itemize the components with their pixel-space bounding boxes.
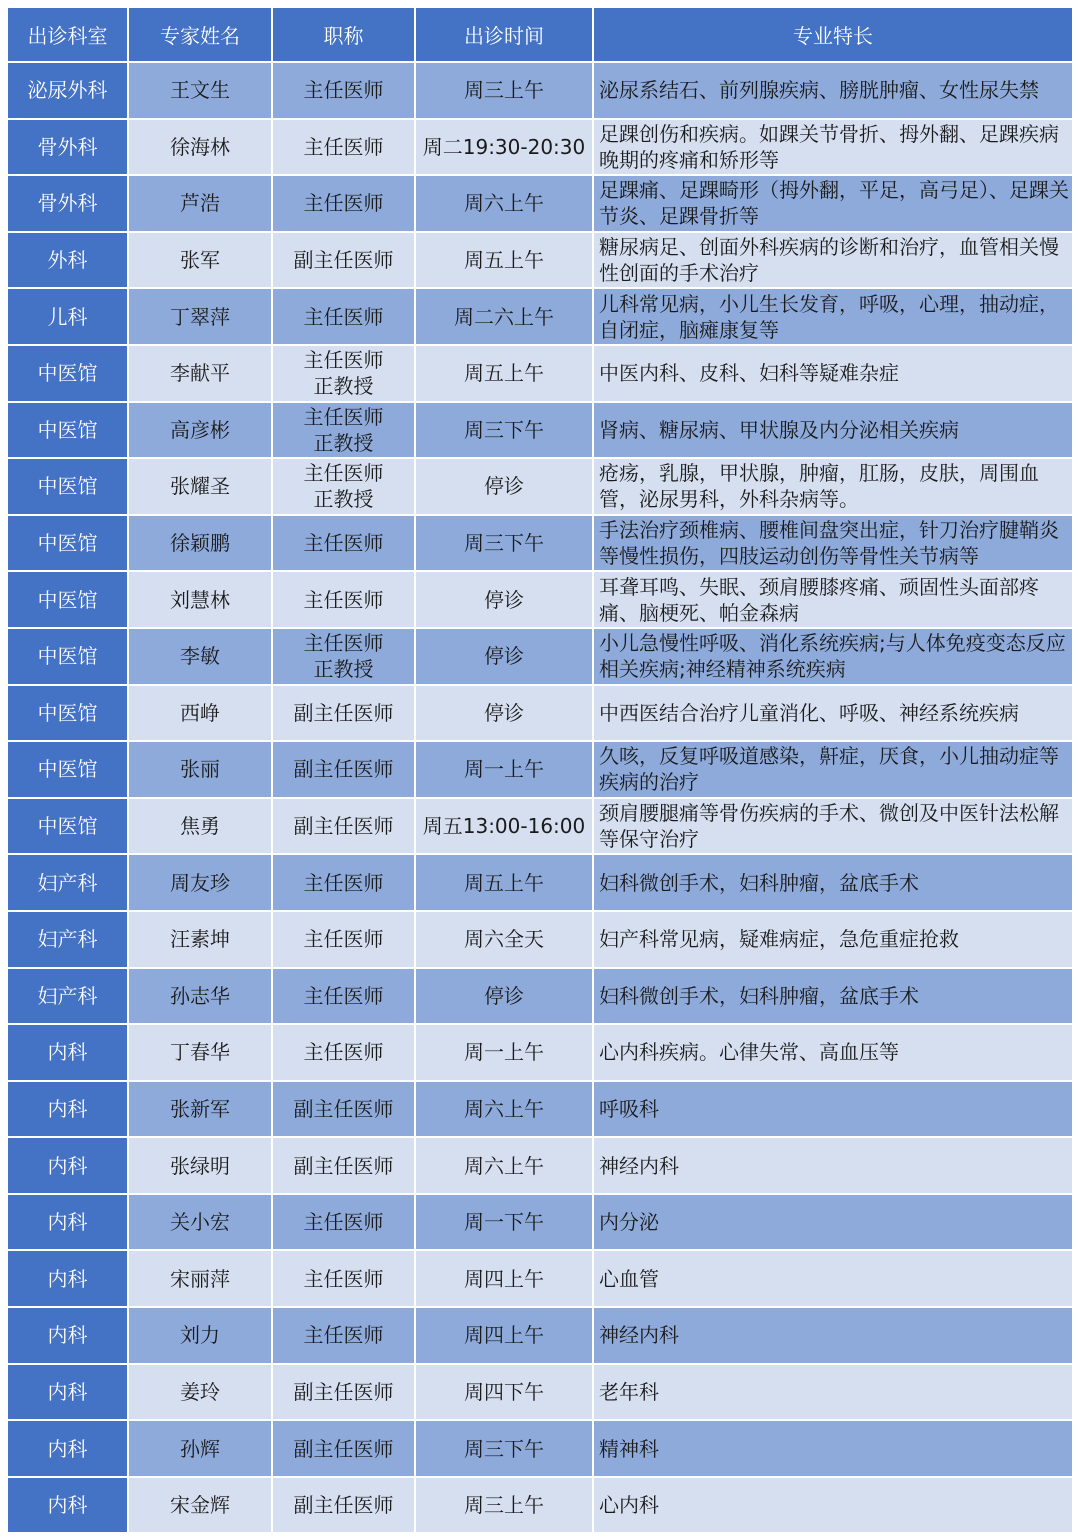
table-row xyxy=(8,799,1072,856)
title-cell xyxy=(273,289,416,346)
title-secondary-text: 正教授 xyxy=(313,374,374,399)
doctor-name-cell: 关小宏 xyxy=(129,1195,273,1252)
specialty-cell: 糖尿病足、创面外科疾病的诊断和治疗，血管相关慢性创面的手术治疗 xyxy=(594,233,1072,290)
specialty-cell: 心内科 xyxy=(594,1478,1072,1535)
clinic-time-cell: 周二六上午 xyxy=(416,289,594,346)
title-text: 主任医师 xyxy=(303,631,384,656)
specialty-cell: 精神科 xyxy=(594,1421,1072,1478)
title-text: 主任医师 xyxy=(303,870,384,895)
doctor-name-cell: 张绿明 xyxy=(129,1138,273,1195)
department-cell: 中医馆 xyxy=(8,403,129,460)
department-cell: 中医馆 xyxy=(8,686,129,743)
title-text: 主任医师 xyxy=(303,404,384,429)
title-cell xyxy=(273,1082,416,1139)
department-cell: 内科 xyxy=(8,1251,129,1308)
specialty-cell: 手法治疗颈椎病、腰椎间盘突出症，针刀治疗腱鞘炎等慢性损伤，四肢运动创伤等骨性关节病等 xyxy=(594,516,1072,573)
title-cell xyxy=(273,1308,416,1365)
header-doctor-name: 专家姓名 xyxy=(129,8,273,63)
title-text: 主任医师 xyxy=(303,587,384,612)
table-row xyxy=(8,1251,1072,1308)
table-row xyxy=(8,289,1072,346)
title-text: 主任医师 xyxy=(303,1323,384,1348)
table-row xyxy=(8,1025,1072,1082)
clinic-time-cell: 停诊 xyxy=(416,572,594,629)
title-cell xyxy=(273,629,416,686)
title-text: 主任医师 xyxy=(303,304,384,329)
doctor-name-cell: 西峥 xyxy=(129,686,273,743)
department-cell: 骨外科 xyxy=(8,176,129,233)
doctor-name-cell: 高彦彬 xyxy=(129,403,273,460)
doctor-name-cell: 刘力 xyxy=(129,1308,273,1365)
clinic-time-cell: 周一上午 xyxy=(416,742,594,799)
clinic-time-cell: 停诊 xyxy=(416,459,594,516)
department-cell: 中医馆 xyxy=(8,742,129,799)
table-row xyxy=(8,629,1072,686)
clinic-time-cell: 周六上午 xyxy=(416,176,594,233)
table-header-row xyxy=(8,8,1072,63)
specialty-cell: 神经内科 xyxy=(594,1308,1072,1365)
specialty-cell: 神经内科 xyxy=(594,1138,1072,1195)
title-cell xyxy=(273,233,416,290)
doctor-schedule-table xyxy=(8,8,1072,1534)
table-row xyxy=(8,686,1072,743)
table-row xyxy=(8,459,1072,516)
specialty-cell: 泌尿系结石、前列腺疾病、膀胱肿瘤、女性尿失禁 xyxy=(594,63,1072,120)
doctor-name-cell: 周友珍 xyxy=(129,855,273,912)
specialty-cell: 儿科常见病，小儿生长发育，呼吸，心理，抽动症，自闭症，脑瘫康复等 xyxy=(594,289,1072,346)
department-cell: 中医馆 xyxy=(8,799,129,856)
title-cell xyxy=(273,686,416,743)
doctor-name-cell: 丁春华 xyxy=(129,1025,273,1082)
department-cell: 中医馆 xyxy=(8,629,129,686)
title-cell xyxy=(273,516,416,573)
specialty-cell: 中医内科、皮科、妇科等疑难杂症 xyxy=(594,346,1072,403)
doctor-name-cell: 徐海林 xyxy=(129,120,273,177)
clinic-time-cell: 周五上午 xyxy=(416,346,594,403)
doctor-name-cell: 张耀圣 xyxy=(129,459,273,516)
title-cell xyxy=(273,176,416,233)
title-text: 主任医师 xyxy=(303,1210,384,1235)
title-text: 主任医师 xyxy=(303,927,384,952)
title-cell xyxy=(273,1421,416,1478)
table-row xyxy=(8,1308,1072,1365)
table-row xyxy=(8,855,1072,912)
title-cell xyxy=(273,572,416,629)
table-row xyxy=(8,1365,1072,1422)
specialty-cell: 耳聋耳鸣、失眠、颈肩腰膝疼痛、顽固性头面部疼痛、脑梗死、帕金森病 xyxy=(594,572,1072,629)
title-text: 副主任医师 xyxy=(293,757,394,782)
clinic-time-cell: 周五上午 xyxy=(416,233,594,290)
table-row xyxy=(8,912,1072,969)
doctor-name-cell: 张军 xyxy=(129,233,273,290)
title-cell xyxy=(273,120,416,177)
header-title: 职称 xyxy=(273,8,416,63)
title-text: 主任医师 xyxy=(303,461,384,486)
table-row xyxy=(8,1082,1072,1139)
clinic-time-cell: 周二19:30-20:30 xyxy=(416,120,594,177)
title-cell xyxy=(273,1365,416,1422)
doctor-name-cell: 焦勇 xyxy=(129,799,273,856)
doctor-name-cell: 芦浩 xyxy=(129,176,273,233)
specialty-cell: 内分泌 xyxy=(594,1195,1072,1252)
header-specialty: 专业特长 xyxy=(594,8,1072,63)
table-row xyxy=(8,403,1072,460)
clinic-time-cell: 周三上午 xyxy=(416,1478,594,1535)
title-cell xyxy=(273,912,416,969)
title-cell xyxy=(273,1195,416,1252)
title-cell xyxy=(273,799,416,856)
specialty-cell: 颈肩腰腿痛等骨伤疾病的手术、微创及中医针法松解等保守治疗 xyxy=(594,799,1072,856)
table-row xyxy=(8,63,1072,120)
title-text: 主任医师 xyxy=(303,191,384,216)
clinic-time-cell: 停诊 xyxy=(416,629,594,686)
title-secondary-text: 正教授 xyxy=(313,430,374,455)
department-cell: 内科 xyxy=(8,1365,129,1422)
clinic-time-cell: 周三下午 xyxy=(416,403,594,460)
specialty-cell: 久咳，反复呼吸道感染，鼾症，厌食，小儿抽动症等疾病的治疗 xyxy=(594,742,1072,799)
department-cell: 骨外科 xyxy=(8,120,129,177)
clinic-time-cell: 周六上午 xyxy=(416,1082,594,1139)
department-cell: 中医馆 xyxy=(8,516,129,573)
clinic-time-cell: 周一下午 xyxy=(416,1195,594,1252)
title-text: 主任医师 xyxy=(303,983,384,1008)
table-row xyxy=(8,176,1072,233)
specialty-cell: 中西医结合治疗儿童消化、呼吸、神经系统疾病 xyxy=(594,686,1072,743)
clinic-time-cell: 周三上午 xyxy=(416,63,594,120)
title-text: 副主任医师 xyxy=(293,700,394,725)
specialty-cell: 足踝痛、足踝畸形（拇外翻，平足，高弓足）、足踝关节炎、足踝骨折等 xyxy=(594,176,1072,233)
doctor-name-cell: 宋金辉 xyxy=(129,1478,273,1535)
table-row xyxy=(8,1478,1072,1535)
title-secondary-text: 正教授 xyxy=(313,487,374,512)
table-row xyxy=(8,742,1072,799)
title-cell xyxy=(273,1025,416,1082)
clinic-time-cell: 周五13:00-16:00 xyxy=(416,799,594,856)
specialty-cell: 足踝创伤和疾病。如踝关节骨折、拇外翻、足踝疾病晚期的疼痛和矫形等 xyxy=(594,120,1072,177)
doctor-name-cell: 徐颖鹏 xyxy=(129,516,273,573)
title-cell xyxy=(273,742,416,799)
title-text: 副主任医师 xyxy=(293,1153,394,1178)
clinic-time-cell: 周三下午 xyxy=(416,516,594,573)
doctor-name-cell: 孙辉 xyxy=(129,1421,273,1478)
title-secondary-text: 正教授 xyxy=(313,657,374,682)
title-text: 副主任医师 xyxy=(293,1436,394,1461)
doctor-name-cell: 李献平 xyxy=(129,346,273,403)
specialty-cell: 妇科微创手术，妇科肿瘤，盆底手术 xyxy=(594,855,1072,912)
department-cell: 内科 xyxy=(8,1138,129,1195)
department-cell: 妇产科 xyxy=(8,969,129,1026)
table-row xyxy=(8,969,1072,1026)
doctor-name-cell: 孙志华 xyxy=(129,969,273,1026)
department-cell: 内科 xyxy=(8,1195,129,1252)
title-cell xyxy=(273,346,416,403)
title-text: 主任医师 xyxy=(303,531,384,556)
department-cell: 内科 xyxy=(8,1308,129,1365)
doctor-name-cell: 张新军 xyxy=(129,1082,273,1139)
title-cell xyxy=(273,63,416,120)
title-cell xyxy=(273,459,416,516)
department-cell: 内科 xyxy=(8,1025,129,1082)
title-cell xyxy=(273,855,416,912)
department-cell: 儿科 xyxy=(8,289,129,346)
title-text: 副主任医师 xyxy=(293,1493,394,1518)
table-row xyxy=(8,572,1072,629)
title-text: 副主任医师 xyxy=(293,248,394,273)
specialty-cell: 小儿急慢性呼吸、消化系统疾病;与人体免疫变态反应相关疾病;神经精神系统疾病 xyxy=(594,629,1072,686)
clinic-time-cell: 周六上午 xyxy=(416,1138,594,1195)
title-text: 主任医师 xyxy=(303,348,384,373)
department-cell: 中医馆 xyxy=(8,572,129,629)
doctor-name-cell: 姜玲 xyxy=(129,1365,273,1422)
doctor-name-cell: 宋丽萍 xyxy=(129,1251,273,1308)
clinic-time-cell: 停诊 xyxy=(416,686,594,743)
department-cell: 内科 xyxy=(8,1082,129,1139)
table-row xyxy=(8,120,1072,177)
specialty-cell: 呼吸科 xyxy=(594,1082,1072,1139)
title-text: 主任医师 xyxy=(303,134,384,159)
title-cell xyxy=(273,969,416,1026)
department-cell: 内科 xyxy=(8,1421,129,1478)
table-row xyxy=(8,1138,1072,1195)
title-text: 副主任医师 xyxy=(293,1096,394,1121)
table-row xyxy=(8,516,1072,573)
header-department: 出诊科室 xyxy=(8,8,129,63)
specialty-cell: 老年科 xyxy=(594,1365,1072,1422)
clinic-time-cell: 周六全天 xyxy=(416,912,594,969)
specialty-cell: 疮疡，乳腺，甲状腺，肿瘤，肛肠，皮肤，周围血管，泌尿男科，外科杂病等。 xyxy=(594,459,1072,516)
title-cell xyxy=(273,1478,416,1535)
title-text: 副主任医师 xyxy=(293,814,394,839)
clinic-time-cell: 周五上午 xyxy=(416,855,594,912)
department-cell: 泌尿外科 xyxy=(8,63,129,120)
clinic-time-cell: 周一上午 xyxy=(416,1025,594,1082)
table-row xyxy=(8,1195,1072,1252)
doctor-name-cell: 张丽 xyxy=(129,742,273,799)
clinic-time-cell: 停诊 xyxy=(416,969,594,1026)
title-text: 副主任医师 xyxy=(293,1379,394,1404)
department-cell: 外科 xyxy=(8,233,129,290)
department-cell: 中医馆 xyxy=(8,346,129,403)
doctor-name-cell: 丁翠萍 xyxy=(129,289,273,346)
title-cell xyxy=(273,1138,416,1195)
clinic-time-cell: 周四上午 xyxy=(416,1308,594,1365)
specialty-cell: 妇科微创手术，妇科肿瘤，盆底手术 xyxy=(594,969,1072,1026)
department-cell: 妇产科 xyxy=(8,855,129,912)
table-row xyxy=(8,1421,1072,1478)
doctor-name-cell: 汪素坤 xyxy=(129,912,273,969)
doctor-name-cell: 李敏 xyxy=(129,629,273,686)
title-text: 主任医师 xyxy=(303,78,384,103)
clinic-time-cell: 周四下午 xyxy=(416,1365,594,1422)
specialty-cell: 肾病、糖尿病、甲状腺及内分泌相关疾病 xyxy=(594,403,1072,460)
department-cell: 中医馆 xyxy=(8,459,129,516)
title-cell xyxy=(273,403,416,460)
department-cell: 妇产科 xyxy=(8,912,129,969)
department-cell: 内科 xyxy=(8,1478,129,1535)
table-row xyxy=(8,346,1072,403)
title-text: 主任医师 xyxy=(303,1040,384,1065)
doctor-name-cell: 刘慧林 xyxy=(129,572,273,629)
table-row xyxy=(8,233,1072,290)
title-cell xyxy=(273,1251,416,1308)
specialty-cell: 心血管 xyxy=(594,1251,1072,1308)
specialty-cell: 妇产科常见病，疑难病症，急危重症抢救 xyxy=(594,912,1072,969)
clinic-time-cell: 周四上午 xyxy=(416,1251,594,1308)
specialty-cell: 心内科疾病。心律失常、高血压等 xyxy=(594,1025,1072,1082)
clinic-time-cell: 周三下午 xyxy=(416,1421,594,1478)
header-clinic-time: 出诊时间 xyxy=(416,8,594,63)
title-text: 主任医师 xyxy=(303,1266,384,1291)
doctor-name-cell: 王文生 xyxy=(129,63,273,120)
